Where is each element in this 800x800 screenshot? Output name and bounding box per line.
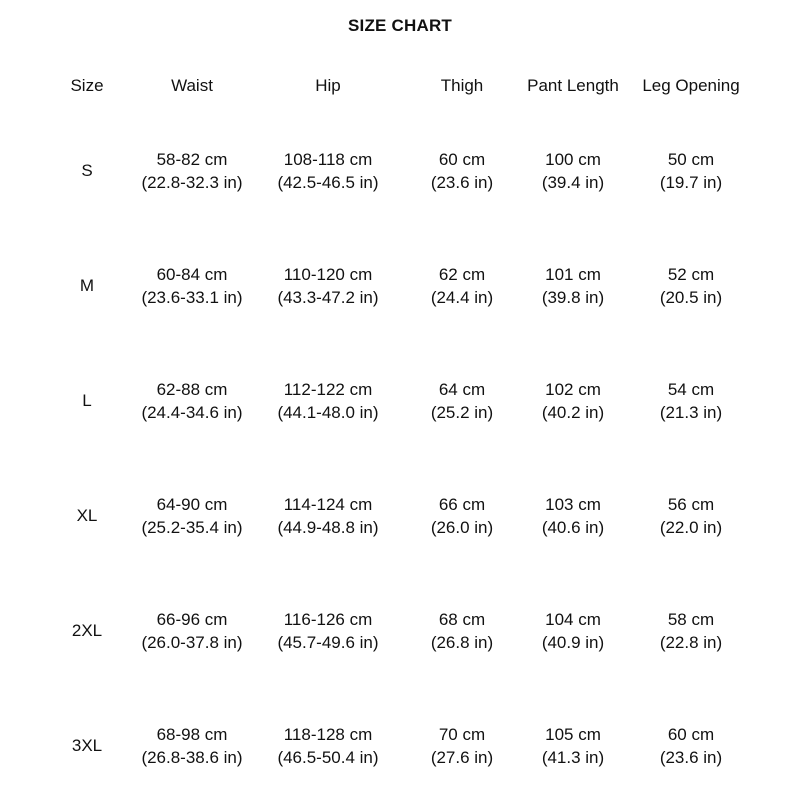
hip-value [268,608,388,654]
hip-in: (46.5-50.4 in) [277,748,379,767]
waist-cm: 62-88 cm [156,380,228,399]
pant-length-cm: 103 cm [545,495,601,514]
waist-cm: 60-84 cm [156,265,228,284]
pant-length-cm: 100 cm [545,150,601,169]
hip-cm: 118-128 cm [283,725,373,744]
thigh-cm: 60 cm [438,150,486,169]
leg-opening-value [626,723,756,769]
table-row [0,493,800,543]
waist-in: (26.8-38.6 in) [141,748,243,767]
thigh-in: (24.4 in) [430,288,494,307]
hip-cm: 112-122 cm [283,380,373,399]
pant-length-in: (39.4 in) [541,173,605,192]
leg-opening-in: (23.6 in) [659,748,723,767]
thigh-value [402,608,522,654]
waist-in: (25.2-35.4 in) [141,518,243,537]
hip-cm: 116-126 cm [283,610,373,629]
waist-value [132,723,252,769]
pant-length-value [513,723,633,769]
table-row [0,723,800,773]
hip-value [268,263,388,309]
hip-in: (45.7-49.6 in) [277,633,379,652]
thigh-value [402,378,522,424]
pant-length-cm: 105 cm [545,725,601,744]
header-leg-opening: Leg Opening [642,76,740,95]
pant-length-value [513,263,633,309]
leg-opening-value [626,148,756,194]
pant-length-value [513,608,633,654]
thigh-in: (23.6 in) [430,173,494,192]
thigh-in: (27.6 in) [430,748,494,767]
waist-value [132,493,252,539]
table-row [0,263,800,313]
hip-in: (44.9-48.8 in) [277,518,379,537]
pant-length-in: (40.6 in) [541,518,605,537]
waist-in: (23.6-33.1 in) [141,288,243,307]
thigh-in: (26.0 in) [430,518,494,537]
leg-opening-value [626,378,756,424]
thigh-cm: 62 cm [438,265,486,284]
table-row [0,148,800,198]
header-thigh: Thigh [440,76,484,95]
waist-in: (26.0-37.8 in) [141,633,243,652]
pant-length-value [513,378,633,424]
leg-opening-cm: 60 cm [667,725,715,744]
leg-opening-cm: 58 cm [667,610,715,629]
leg-opening-in: (21.3 in) [659,403,723,422]
leg-opening-value [626,608,756,654]
size-label: 2XL [71,621,103,640]
hip-value [268,493,388,539]
leg-opening-cm: 56 cm [667,495,715,514]
pant-length-in: (39.8 in) [541,288,605,307]
thigh-in: (25.2 in) [430,403,494,422]
hip-value [268,723,388,769]
size-label: 3XL [71,736,103,755]
header-size: Size [70,76,104,95]
hip-cm: 114-124 cm [283,495,373,514]
hip-value [268,148,388,194]
thigh-value [402,723,522,769]
waist-value [132,378,252,424]
page-title: SIZE CHART [348,16,452,35]
waist-cm: 58-82 cm [156,150,228,169]
thigh-value [402,493,522,539]
thigh-cm: 66 cm [438,495,486,514]
leg-opening-cm: 54 cm [667,380,715,399]
leg-opening-value [626,263,756,309]
hip-cm: 108-118 cm [283,150,373,169]
waist-cm: 64-90 cm [156,495,228,514]
leg-opening-in: (22.8 in) [659,633,723,652]
leg-opening-in: (19.7 in) [659,173,723,192]
waist-value [132,263,252,309]
hip-in: (44.1-48.0 in) [277,403,379,422]
leg-opening-in: (22.0 in) [659,518,723,537]
table-row [0,378,800,428]
thigh-cm: 64 cm [438,380,486,399]
waist-value [132,148,252,194]
size-label: M [79,276,95,295]
pant-length-in: (40.2 in) [541,403,605,422]
thigh-value [402,263,522,309]
hip-cm: 110-120 cm [283,265,373,284]
pant-length-value [513,493,633,539]
size-label: XL [76,506,98,525]
pant-length-in: (40.9 in) [541,633,605,652]
waist-cm: 66-96 cm [156,610,228,629]
pant-length-value [513,148,633,194]
size-label: L [82,391,92,410]
header-waist: Waist [171,76,213,95]
table-header-row [0,74,800,96]
waist-in: (24.4-34.6 in) [141,403,243,422]
pant-length-cm: 102 cm [545,380,601,399]
leg-opening-value [626,493,756,539]
pant-length-cm: 104 cm [545,610,601,629]
leg-opening-cm: 52 cm [667,265,715,284]
pant-length-cm: 101 cm [545,265,601,284]
header-hip: Hip [315,76,341,95]
hip-value [268,378,388,424]
waist-cm: 68-98 cm [156,725,228,744]
header-pant-length: Pant Length [527,76,619,95]
thigh-value [402,148,522,194]
thigh-in: (26.8 in) [430,633,494,652]
waist-in: (22.8-32.3 in) [141,173,243,192]
pant-length-in: (41.3 in) [541,748,605,767]
hip-in: (42.5-46.5 in) [277,173,379,192]
hip-in: (43.3-47.2 in) [277,288,379,307]
thigh-cm: 68 cm [438,610,486,629]
leg-opening-cm: 50 cm [667,150,715,169]
thigh-cm: 70 cm [438,725,486,744]
leg-opening-in: (20.5 in) [659,288,723,307]
waist-value [132,608,252,654]
table-row [0,608,800,658]
size-label: S [81,161,93,180]
